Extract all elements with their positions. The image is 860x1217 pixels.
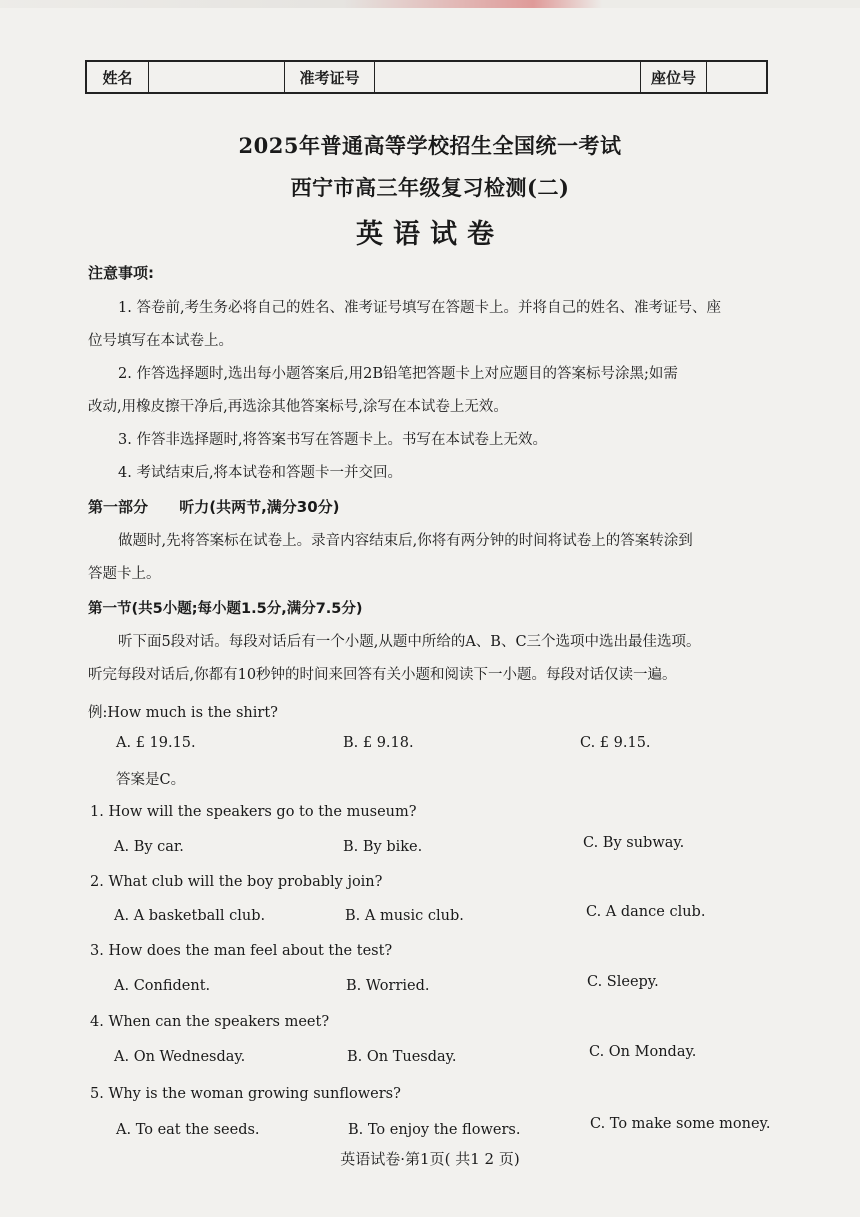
note-4: 4. 考试结束后,将本试卷和答题卡一并交回。 xyxy=(118,465,403,481)
example-answer: 答案是C。 xyxy=(116,772,186,788)
seat-label: 座位号 xyxy=(641,62,707,92)
question-5: 5. Why is the woman growing sunflowers? xyxy=(90,1086,401,1102)
section1-instr-b: 听完每段对话后,你都有10秒钟的时间来回答有关小题和阅读下一小题。每段对话仅读一遍。 xyxy=(88,667,677,683)
q4-option-b: B. On Tuesday. xyxy=(347,1049,457,1065)
q4-option-a: A. On Wednesday. xyxy=(114,1049,246,1065)
q3-option-c: C. Sleepy. xyxy=(587,974,659,990)
example-question: 例:How much is the shirt? xyxy=(88,705,278,721)
page-footer: 英语试卷·第1页( 共1 2 页) xyxy=(340,1150,520,1168)
name-label: 姓名 xyxy=(87,62,149,92)
question-1: 1. How will the speakers go to the museum? xyxy=(90,804,417,820)
part1-instr-b: 答题卡上。 xyxy=(88,566,161,582)
q5-option-a: A. To eat the seeds. xyxy=(116,1122,260,1138)
name-field[interactable] xyxy=(149,62,285,92)
q1-option-a: A. By car. xyxy=(114,839,184,855)
part1-instr-a: 做题时,先将答案标在试卷上。录音内容结束后,你将有两分钟的时间将试卷上的答案转涂到 xyxy=(118,533,693,549)
note-1a: 1. 答卷前,考生务必将自己的姓名、准考证号填写在答题卡上。并将自己的姓名、准考证号、座 xyxy=(118,300,722,316)
section1-instr-a: 听下面5段对话。每段对话后有一个小题,从题中所给的A、B、C三个选项中选出最佳选项。 xyxy=(118,634,701,650)
exam-no-label: 准考证号 xyxy=(285,62,375,92)
exam-title: 2025年普通高等学校招生全国统一考试 xyxy=(238,133,622,158)
q2-option-a: A. A basketball club. xyxy=(114,908,266,924)
note-2a: 2. 作答选择题时,选出每小题答案后,用2B铅笔把答题卡上对应题目的答案标号涂黑;如需 xyxy=(118,366,678,382)
note-2b: 改动,用橡皮擦干净后,再选涂其他答案标号,涂写在本试卷上无效。 xyxy=(88,399,508,415)
q5-option-c: C. To make some money. xyxy=(590,1116,771,1132)
exam-no-field[interactable] xyxy=(375,62,641,92)
q3-option-b: B. Worried. xyxy=(346,978,430,994)
example-option-b: B. £ 9.18. xyxy=(343,735,414,751)
section1-title: 第一节(共5小题;每小题1.5分,满分7.5分) xyxy=(88,601,363,617)
notes-heading: 注意事项: xyxy=(88,264,154,282)
part1-heading xyxy=(88,496,340,517)
question-4: 4. When can the speakers meet? xyxy=(90,1014,330,1030)
scan-edge xyxy=(0,0,860,8)
note-3: 3. 作答非选择题时,将答案书写在答题卡上。书写在本试卷上无效。 xyxy=(118,432,548,448)
seat-field[interactable] xyxy=(707,62,766,92)
part1-subtitle: 听力(共两节,满分30分) xyxy=(179,498,340,516)
q3-option-a: A. Confident. xyxy=(114,978,211,994)
q1-option-b: B. By bike. xyxy=(343,839,423,855)
q5-option-b: B. To enjoy the flowers. xyxy=(348,1122,521,1138)
q1-option-c: C. By subway. xyxy=(583,835,685,851)
student-info-table xyxy=(85,60,768,94)
subject-title: 英语试卷 xyxy=(356,219,504,250)
note-1b: 位号填写在本试卷上。 xyxy=(88,333,233,349)
question-2: 2. What club will the boy probably join? xyxy=(90,874,383,890)
q4-option-c: C. On Monday. xyxy=(589,1044,697,1060)
exam-subtitle: 西宁市高三年级复习检测(二) xyxy=(290,175,570,200)
example-option-c: C. £ 9.15. xyxy=(580,735,651,751)
question-3: 3. How does the man feel about the test? xyxy=(90,943,393,959)
q2-option-c: C. A dance club. xyxy=(586,904,706,920)
example-option-a: A. £ 19.15. xyxy=(116,735,196,751)
part1-title: 第一部分 xyxy=(88,498,149,516)
q2-option-b: B. A music club. xyxy=(345,908,464,924)
